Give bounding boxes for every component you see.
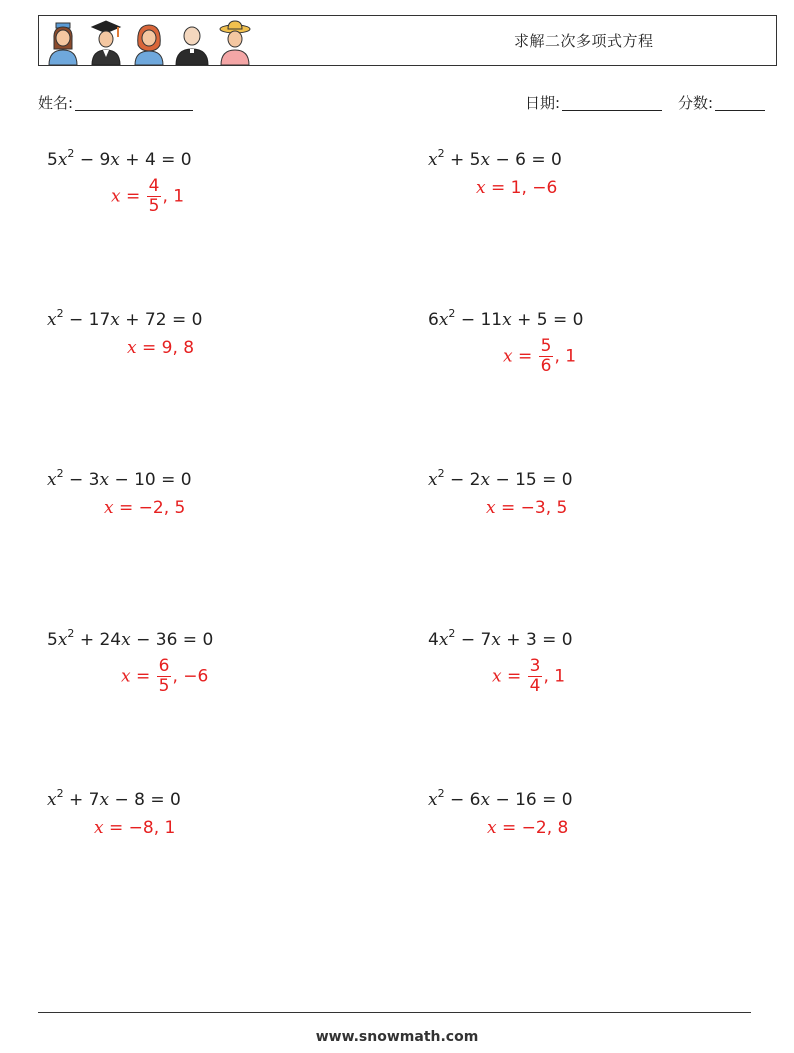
fraction-numerator: 6 xyxy=(158,656,170,676)
name-field xyxy=(38,92,193,113)
problem-item xyxy=(47,467,192,518)
fraction-denominator: 6 xyxy=(540,356,552,376)
equation xyxy=(428,307,584,330)
answer-equals: = xyxy=(120,186,146,207)
equation-var: x xyxy=(491,630,501,650)
graduate-avatar-icon xyxy=(88,19,124,65)
problem-item xyxy=(428,147,562,198)
score-label: 分数: xyxy=(678,94,714,112)
equation-var: x xyxy=(47,310,57,330)
problem-item xyxy=(428,467,573,518)
equation-exp: 2 xyxy=(448,627,456,640)
equation-var: x xyxy=(99,470,110,490)
equation-var: x xyxy=(110,150,120,170)
equation-mid: − 7 xyxy=(455,630,492,650)
equation-coef: 5 xyxy=(47,150,58,170)
equation-tail: − 36 = 0 xyxy=(130,630,214,650)
equation-var: x xyxy=(47,790,57,810)
equation-tail: + 72 = 0 xyxy=(119,310,203,330)
answer-fraction xyxy=(539,337,554,376)
equation-tail: + 5 = 0 xyxy=(511,310,584,330)
answer-variable: x xyxy=(94,818,104,838)
equation-tail: − 15 = 0 xyxy=(490,470,573,490)
equation-coef: 6 xyxy=(428,310,439,330)
avatar-strip xyxy=(45,19,253,65)
answer xyxy=(503,337,576,376)
equation-exp: 2 xyxy=(448,307,456,320)
equation-mid: − 3 xyxy=(63,470,100,490)
equation-mid: + 24 xyxy=(74,630,122,650)
answer-roots: = −3, 5 xyxy=(495,498,568,518)
equation xyxy=(47,467,192,490)
equation-mid: − 6 xyxy=(444,790,481,810)
equation-var: x xyxy=(110,310,120,330)
equation-exp: 2 xyxy=(67,147,75,160)
score-field xyxy=(678,92,765,113)
answer-second-root: , 1 xyxy=(554,346,577,367)
date-blank[interactable] xyxy=(562,94,662,111)
answer-roots: = −2, 5 xyxy=(113,498,186,518)
problem-item xyxy=(47,147,192,216)
equation-var: x xyxy=(428,470,438,490)
score-blank[interactable] xyxy=(715,94,765,111)
answer-equals: = xyxy=(501,666,527,687)
answer-variable: x xyxy=(127,338,137,358)
answer-roots: = −8, 1 xyxy=(103,818,176,838)
answer-fraction xyxy=(157,657,172,696)
answer-equals: = xyxy=(130,666,156,687)
equation-tail: − 10 = 0 xyxy=(109,470,192,490)
answer-variable: x xyxy=(486,498,496,518)
answer-equals: = xyxy=(512,346,538,367)
equation-var: x xyxy=(438,630,449,650)
priest-avatar-icon xyxy=(174,19,210,65)
equation-mid: − 2 xyxy=(444,470,481,490)
answer-variable: x xyxy=(111,186,121,207)
answer xyxy=(111,177,184,216)
equation xyxy=(428,147,562,170)
equation-var: x xyxy=(121,630,131,650)
fraction-numerator: 5 xyxy=(540,336,552,356)
equation-var: x xyxy=(428,150,438,170)
fraction-denominator: 5 xyxy=(158,676,170,696)
answer xyxy=(486,498,567,518)
equation-var: x xyxy=(502,310,512,330)
fraction-denominator: 5 xyxy=(148,196,160,216)
answer xyxy=(127,338,194,358)
equation xyxy=(47,147,192,170)
equation-tail: + 3 = 0 xyxy=(500,630,573,650)
equation-var: x xyxy=(480,150,491,170)
equation xyxy=(47,307,203,330)
answer xyxy=(121,657,208,696)
equation-tail: − 16 = 0 xyxy=(490,790,573,810)
nurse-avatar-icon xyxy=(45,19,81,65)
equation-exp: 2 xyxy=(437,467,445,480)
woman-avatar-icon xyxy=(131,19,167,65)
equation-exp: 2 xyxy=(56,307,64,320)
equation-mid: − 17 xyxy=(63,310,111,330)
equation xyxy=(428,467,573,490)
answer-variable: x xyxy=(476,178,486,198)
answer-second-root: , −6 xyxy=(172,666,209,687)
name-label: 姓名: xyxy=(38,94,74,112)
answer-roots: = 1, −6 xyxy=(485,178,558,198)
equation-var: x xyxy=(428,790,438,810)
equation-exp: 2 xyxy=(437,147,445,160)
equation-var: x xyxy=(480,470,491,490)
equation-var: x xyxy=(47,470,57,490)
equation-var: x xyxy=(99,790,110,810)
equation xyxy=(47,627,214,650)
equation-exp: 2 xyxy=(437,787,445,800)
date-label: 日期: xyxy=(525,94,561,112)
fraction-numerator: 3 xyxy=(529,656,541,676)
answer xyxy=(476,178,557,198)
equation-coef: 4 xyxy=(428,630,439,650)
equation-tail: − 6 = 0 xyxy=(490,150,562,170)
fraction-numerator: 4 xyxy=(148,176,160,196)
equation-exp: 2 xyxy=(56,787,64,800)
equation xyxy=(428,787,573,810)
answer-fraction xyxy=(528,657,543,696)
answer-variable: x xyxy=(487,818,497,838)
problem-item xyxy=(428,787,573,838)
equation-mid: − 11 xyxy=(455,310,503,330)
equation-exp: 2 xyxy=(67,627,75,640)
footer-url: www.snowmath.com xyxy=(315,1029,479,1045)
equation-tail: − 8 = 0 xyxy=(109,790,181,810)
date-field xyxy=(525,92,662,113)
problem-item xyxy=(47,787,181,838)
equation-mid: + 7 xyxy=(63,790,100,810)
equation-var: x xyxy=(480,790,491,810)
equation xyxy=(47,787,181,810)
worksheet-title: 求解二次多项式方程 xyxy=(514,32,654,50)
answer-second-root: , 1 xyxy=(162,186,185,207)
answer-variable: x xyxy=(104,498,114,518)
worksheet-header xyxy=(38,15,777,66)
equation-mid: + 5 xyxy=(444,150,481,170)
answer-fraction xyxy=(147,177,162,216)
answer xyxy=(104,498,185,518)
equation-var: x xyxy=(57,150,68,170)
problem-item xyxy=(47,627,214,696)
equation-coef: 5 xyxy=(47,630,58,650)
equation-tail: + 4 = 0 xyxy=(119,150,192,170)
equation-mid: − 9 xyxy=(74,150,111,170)
equation xyxy=(428,627,573,650)
answer-variable: x xyxy=(121,666,131,687)
problem-item xyxy=(428,627,573,696)
answer-variable: x xyxy=(492,666,502,687)
answer-roots: = 9, 8 xyxy=(136,338,195,358)
problem-item xyxy=(428,307,584,376)
fraction-denominator: 4 xyxy=(529,676,541,696)
name-blank[interactable] xyxy=(75,94,193,111)
answer xyxy=(492,657,565,696)
farmer-avatar-icon xyxy=(217,19,253,65)
answer-second-root: , 1 xyxy=(543,666,566,687)
equation-var: x xyxy=(438,310,449,330)
footer-divider xyxy=(38,1012,751,1013)
answer-roots: = −2, 8 xyxy=(496,818,569,838)
answer xyxy=(487,818,568,838)
answer-variable: x xyxy=(503,346,513,367)
equation-var: x xyxy=(57,630,68,650)
answer xyxy=(94,818,175,838)
equation-exp: 2 xyxy=(56,467,64,480)
problem-item xyxy=(47,307,203,358)
